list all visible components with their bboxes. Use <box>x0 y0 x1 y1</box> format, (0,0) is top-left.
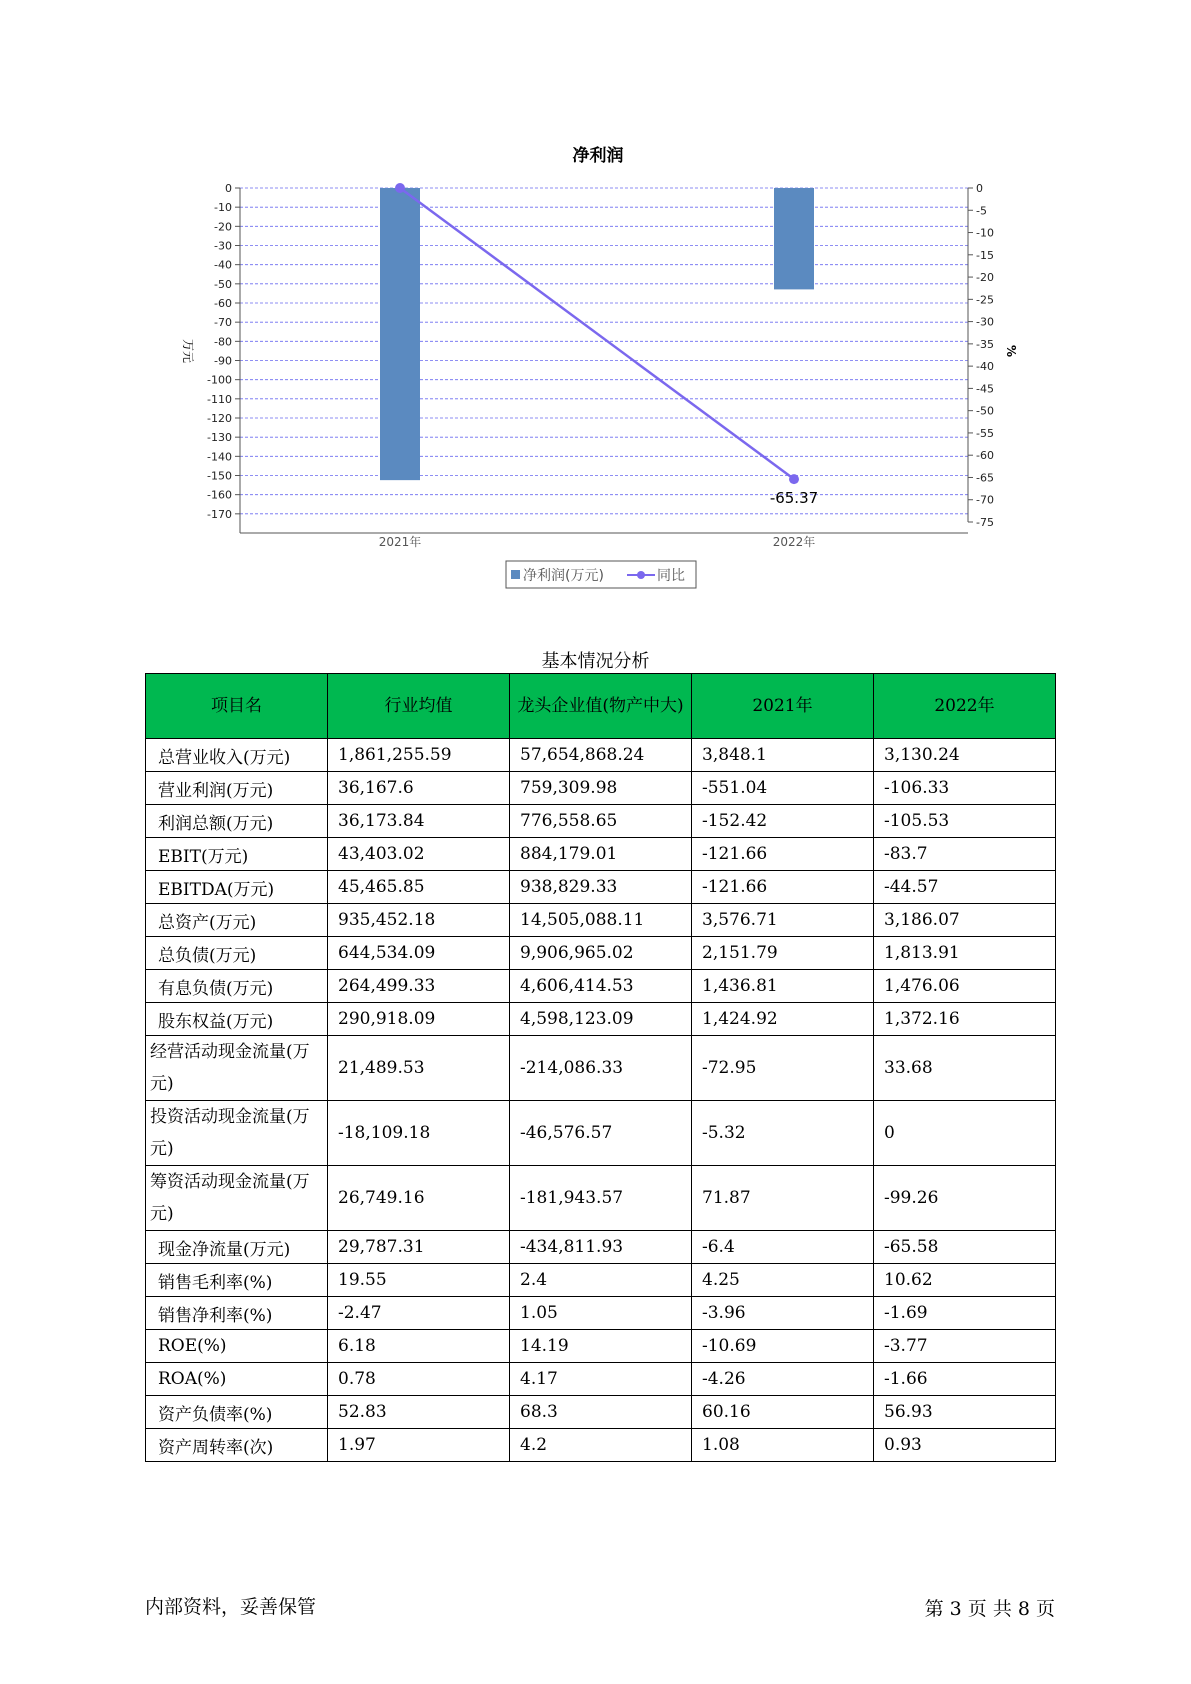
left-tick-label: -10 <box>214 201 232 215</box>
cell-2021: 3,848.1 <box>692 739 874 772</box>
chart-title: 净利润 <box>572 146 624 166</box>
cell-2021: -3.96 <box>692 1297 874 1330</box>
cell-2022: -106.33 <box>874 772 1056 805</box>
left-tick-label: -90 <box>214 354 232 368</box>
cell-industry-avg: 935,452.18 <box>328 904 510 937</box>
row-item-name: 营业利润(万元) <box>146 772 328 805</box>
left-tick-label: -120 <box>207 412 232 425</box>
cell-2021: 3,576.71 <box>692 904 874 937</box>
cell-2021: -4.26 <box>692 1363 874 1396</box>
cell-industry-avg: 36,167.6 <box>328 772 510 805</box>
table-header-row <box>146 674 1056 739</box>
row-item-name: 销售毛利率(%) <box>146 1264 328 1297</box>
cell-industry-avg: 26,749.16 <box>328 1166 510 1231</box>
cell-leader-value: -181,943.57 <box>510 1166 692 1231</box>
cell-2022: 56.93 <box>874 1396 1056 1429</box>
row-item-name: 销售净利率(%) <box>146 1297 328 1330</box>
cell-2021: -5.32 <box>692 1101 874 1166</box>
right-tick-label: 0 <box>976 182 983 195</box>
row-item-name: 经营活动现金流量(万元) <box>146 1036 328 1101</box>
cell-leader-value: 776,558.65 <box>510 805 692 838</box>
right-tick-label: -45 <box>976 382 994 396</box>
cell-2021: -6.4 <box>692 1231 874 1264</box>
table-row <box>146 838 1056 871</box>
basic-analysis-table <box>145 673 1056 1462</box>
cell-leader-value: 57,654,868.24 <box>510 739 692 772</box>
cell-2022: -99.26 <box>874 1166 1056 1231</box>
table-row <box>146 871 1056 904</box>
table-row <box>146 1330 1056 1363</box>
cell-leader-value: 4,598,123.09 <box>510 1003 692 1036</box>
table-row <box>146 1003 1056 1036</box>
row-item-name: 资产负债率(%) <box>146 1396 328 1429</box>
right-tick-label: -30 <box>976 315 994 329</box>
left-tick-label: -170 <box>207 507 232 521</box>
cell-industry-avg: 644,534.09 <box>328 937 510 970</box>
cell-2021: 1,436.81 <box>692 970 874 1003</box>
table-row <box>146 739 1056 772</box>
cell-2021: -121.66 <box>692 838 874 871</box>
left-tick-label: -100 <box>207 373 232 387</box>
left-tick-label: -80 <box>214 335 232 349</box>
table-row <box>146 1231 1056 1264</box>
left-tick-label: -50 <box>214 277 232 291</box>
yoy-point <box>789 474 799 484</box>
right-tick-label: -50 <box>976 404 994 418</box>
row-item-name: 利润总额(万元) <box>146 805 328 838</box>
cell-2021: -121.66 <box>692 871 874 904</box>
cell-2022: 1,372.16 <box>874 1003 1056 1036</box>
cell-industry-avg: 290,918.09 <box>328 1003 510 1036</box>
cell-leader-value: 68.3 <box>510 1396 692 1429</box>
row-item-name: ROA(%) <box>146 1363 328 1396</box>
legend-swatch-marker <box>637 571 645 579</box>
legend-label-bar: 净利润(万元) <box>523 568 604 584</box>
table-row <box>146 1036 1056 1101</box>
row-item-name: 总负债(万元) <box>146 937 328 970</box>
table-caption: 基本情况分析 <box>541 651 650 672</box>
right-y-axis <box>968 182 994 529</box>
right-tick-label: -55 <box>976 426 994 440</box>
cell-industry-avg: -18,109.18 <box>328 1101 510 1166</box>
cell-2022: -83.7 <box>874 838 1056 871</box>
cell-industry-avg: 1.97 <box>328 1429 510 1462</box>
header-leader-value: 龙头企业值(物产中大) <box>510 674 692 739</box>
page-number: 第 3 页 共 8 页 <box>924 1598 1055 1620</box>
cell-2022: 3,130.24 <box>874 739 1056 772</box>
cell-2021: 2,151.79 <box>692 937 874 970</box>
cell-2021: 4.25 <box>692 1264 874 1297</box>
cell-leader-value: 4,606,414.53 <box>510 970 692 1003</box>
cell-industry-avg: 36,173.84 <box>328 805 510 838</box>
left-tick-label: -130 <box>207 431 232 445</box>
cell-2022: 10.62 <box>874 1264 1056 1297</box>
line-series <box>395 183 818 507</box>
row-item-name: 股东权益(万元) <box>146 1003 328 1036</box>
cell-leader-value: 14,505,088.11 <box>510 904 692 937</box>
cell-industry-avg: 1,861,255.59 <box>328 739 510 772</box>
table-row <box>146 937 1056 970</box>
cell-leader-value: 759,309.98 <box>510 772 692 805</box>
cell-2022: 1,813.91 <box>874 937 1056 970</box>
cell-leader-value: -434,811.93 <box>510 1231 692 1264</box>
row-item-name: 总资产(万元) <box>146 904 328 937</box>
cell-leader-value: 4.2 <box>510 1429 692 1462</box>
left-tick-label: -60 <box>214 297 232 310</box>
right-tick-label: -5 <box>976 204 987 218</box>
cell-2021: 60.16 <box>692 1396 874 1429</box>
header-2021: 2021年 <box>692 674 874 739</box>
cell-2022: 33.68 <box>874 1036 1056 1101</box>
cell-leader-value: -214,086.33 <box>510 1036 692 1101</box>
x-tick-label: 2021年 <box>378 535 422 549</box>
cell-2022: 1,476.06 <box>874 970 1056 1003</box>
cell-industry-avg: 264,499.33 <box>328 970 510 1003</box>
cell-industry-avg: 52.83 <box>328 1396 510 1429</box>
cell-industry-avg: 43,403.02 <box>328 838 510 871</box>
table-row <box>146 970 1056 1003</box>
cell-2022: -1.69 <box>874 1297 1056 1330</box>
yoy-point <box>395 183 405 193</box>
header-industry-avg: 行业均值 <box>328 674 510 739</box>
row-item-name: ROE(%) <box>146 1330 328 1363</box>
right-tick-label: -10 <box>976 226 994 240</box>
cell-2022: 3,186.07 <box>874 904 1056 937</box>
cell-leader-value: 14.19 <box>510 1330 692 1363</box>
bar-2022年 <box>774 188 814 289</box>
table-row <box>146 1396 1056 1429</box>
cell-2021: 1.08 <box>692 1429 874 1462</box>
table-row <box>146 1166 1056 1231</box>
yoy-line <box>400 188 794 479</box>
left-tick-label: -160 <box>207 488 232 502</box>
table-row <box>146 805 1056 838</box>
cell-leader-value: 9,906,965.02 <box>510 937 692 970</box>
legend-swatch-bar <box>511 570 520 579</box>
table-body <box>146 739 1056 1462</box>
legend-label-line: 同比 <box>657 568 685 584</box>
table-row <box>146 1264 1056 1297</box>
right-tick-label: -25 <box>976 293 994 307</box>
header-2022: 2022年 <box>874 674 1056 739</box>
row-item-name: EBIT(万元) <box>146 838 328 871</box>
row-item-name: 现金净流量(万元) <box>146 1231 328 1264</box>
cell-2022: -3.77 <box>874 1330 1056 1363</box>
table-row <box>146 904 1056 937</box>
left-tick-label: -20 <box>214 220 232 234</box>
right-tick-label: -20 <box>976 271 994 285</box>
cell-2021: -10.69 <box>692 1330 874 1363</box>
left-tick-label: -70 <box>214 316 232 330</box>
right-tick-label: -75 <box>976 516 994 529</box>
table-row <box>146 772 1056 805</box>
cell-2021: 1,424.92 <box>692 1003 874 1036</box>
left-tick-label: -40 <box>214 258 232 272</box>
cell-leader-value: 884,179.01 <box>510 838 692 871</box>
bar-2021年 <box>380 188 420 480</box>
cell-2021: -152.42 <box>692 805 874 838</box>
cell-industry-avg: 19.55 <box>328 1264 510 1297</box>
x-tick-label: 2022年 <box>772 535 816 549</box>
table-row <box>146 1429 1056 1462</box>
right-tick-label: -65 <box>976 471 994 485</box>
right-axis-label: % <box>1004 344 1018 358</box>
row-item-name: 资产周转率(次) <box>146 1429 328 1462</box>
cell-industry-avg: 6.18 <box>328 1330 510 1363</box>
left-axis-label: 万元 <box>181 338 195 364</box>
cell-leader-value: 1.05 <box>510 1297 692 1330</box>
cell-2021: -551.04 <box>692 772 874 805</box>
cell-2022: 0 <box>874 1101 1056 1166</box>
left-tick-label: -150 <box>207 469 232 483</box>
x-axis <box>240 533 968 549</box>
cell-industry-avg: 21,489.53 <box>328 1036 510 1101</box>
header-item-name: 项目名 <box>146 674 328 739</box>
right-tick-label: -15 <box>976 248 994 262</box>
yoy-data-label: -65.37 <box>769 489 819 508</box>
left-tick-label: -140 <box>207 450 232 464</box>
confidential-note: 内部资料，妥善保管 <box>145 1596 317 1618</box>
cell-leader-value: 2.4 <box>510 1264 692 1297</box>
row-item-name: 有息负债(万元) <box>146 970 328 1003</box>
net-profit-chart <box>0 0 1191 600</box>
cell-industry-avg: 45,465.85 <box>328 871 510 904</box>
cell-2021: 71.87 <box>692 1166 874 1231</box>
cell-2022: -105.53 <box>874 805 1056 838</box>
cell-industry-avg: 29,787.31 <box>328 1231 510 1264</box>
cell-leader-value: -46,576.57 <box>510 1101 692 1166</box>
row-item-name: 总营业收入(万元) <box>146 739 328 772</box>
cell-2022: -44.57 <box>874 871 1056 904</box>
table-row <box>146 1363 1056 1396</box>
right-tick-label: -35 <box>976 337 994 351</box>
table-row <box>146 1297 1056 1330</box>
table-row <box>146 1101 1056 1166</box>
left-tick-label: -30 <box>214 239 232 253</box>
cell-2021: -72.95 <box>692 1036 874 1101</box>
row-item-name: 筹资活动现金流量(万元) <box>146 1166 328 1231</box>
left-tick-label: -110 <box>207 392 232 406</box>
row-item-name: 投资活动现金流量(万元) <box>146 1101 328 1166</box>
chart-legend <box>506 561 696 588</box>
cell-2022: -1.66 <box>874 1363 1056 1396</box>
cell-industry-avg: -2.47 <box>328 1297 510 1330</box>
left-tick-label: 0 <box>225 182 232 195</box>
cell-leader-value: 4.17 <box>510 1363 692 1396</box>
left-y-axis <box>207 182 240 533</box>
right-tick-label: -70 <box>976 493 994 507</box>
cell-industry-avg: 0.78 <box>328 1363 510 1396</box>
row-item-name: EBITDA(万元) <box>146 871 328 904</box>
cell-2022: 0.93 <box>874 1429 1056 1462</box>
right-tick-label: -60 <box>976 449 994 463</box>
chart-gridlines <box>240 188 968 514</box>
cell-leader-value: 938,829.33 <box>510 871 692 904</box>
right-tick-label: -40 <box>976 360 994 374</box>
cell-2022: -65.58 <box>874 1231 1056 1264</box>
